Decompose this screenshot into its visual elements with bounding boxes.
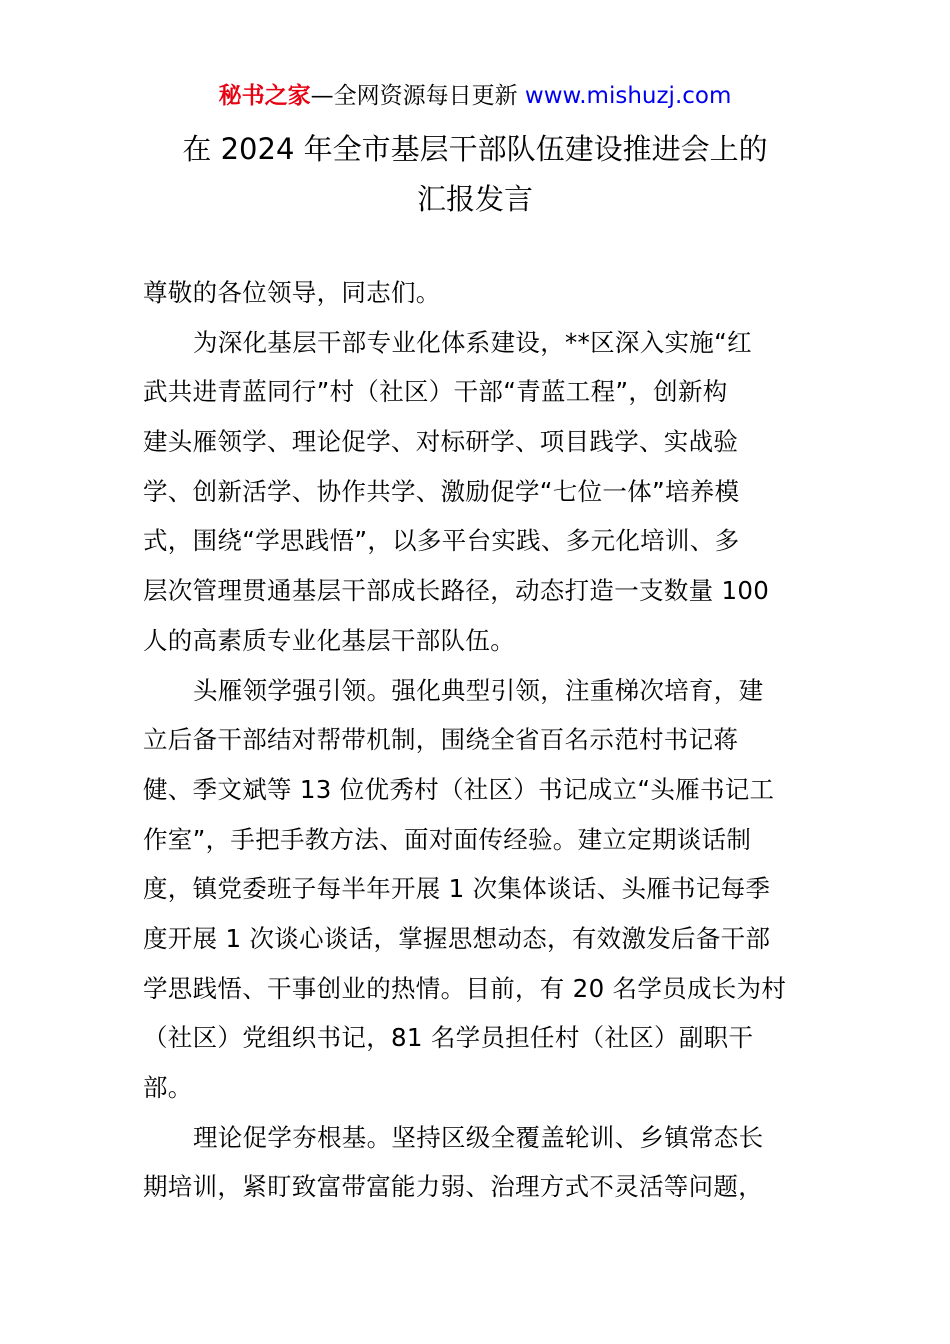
paragraph-line: 作室”，手把手教方法、面对面传经验。建立定期谈话制 [143, 824, 752, 854]
title-line-2: 汇报发言 [416, 182, 533, 216]
paragraph-line: 部。 [143, 1073, 193, 1102]
site-header [0, 80, 950, 112]
paragraph-line: 建头雁领学、理论促学、对标研学、项目践学、实战验 [143, 427, 739, 457]
paragraph-line: 健、季文斌等 13 位优秀村（社区）书记成立“头雁书记工 [143, 774, 775, 804]
paragraph-line: 学、创新活学、协作共学、激励促学“七位一体”培养模 [143, 476, 740, 506]
paragraph-line: 人的高素质专业化基层干部队伍。 [143, 625, 515, 655]
paragraph-line: 度，镇党委班子每半年开展 1 次集体谈话、头雁书记每季 [143, 874, 771, 904]
title-line-1: 在 2024 年全市基层干部队伍建设推进会上的 [182, 132, 768, 166]
paragraph-line: 为深化基层干部专业化体系建设，**区深入实施“红 [193, 327, 752, 357]
paragraph-line: 度开展 1 次谈心谈话，掌握思想动态，有效激发后备干部 [143, 923, 771, 953]
document-body [143, 268, 813, 1212]
paragraph-line: 期培训，紧盯致富带富能力弱、治理方式不灵活等问题， [143, 1172, 763, 1202]
salutation: 尊敬的各位领导，同志们。 [143, 278, 441, 307]
paragraph-line: 式，围绕“学思践悟”，以多平台实践、多元化培训、多 [143, 526, 740, 556]
header-tagline: —全网资源每日更新 [310, 83, 518, 109]
paragraph-line: 武共进青蓝同行”村（社区）干部“青蓝工程”，创新构 [143, 377, 728, 407]
paragraph-line: （社区）党组织书记，81 名学员担任村（社区）副职干 [143, 1023, 754, 1053]
paragraph-line: 头雁领学强引领。强化典型引领，注重梯次培育，建 [193, 675, 764, 705]
brand-name: 秘书之家 [218, 83, 311, 109]
paragraph-line: 层次管理贯通基层干部成长路径，动态打造一支数量 100 [143, 576, 770, 606]
paragraph-line: 理论促学夯根基。坚持区级全覆盖轮训、乡镇常态长 [193, 1122, 764, 1152]
paragraph-line: 学思践悟、干事创业的热情。目前，有 20 名学员成长为村 [143, 973, 787, 1003]
site-url-link[interactable]: www.mishuzj.com [524, 83, 732, 109]
paragraph-line: 立后备干部结对帮带机制，围绕全省百名示范村书记蒋 [143, 725, 739, 755]
document-title [0, 124, 950, 224]
